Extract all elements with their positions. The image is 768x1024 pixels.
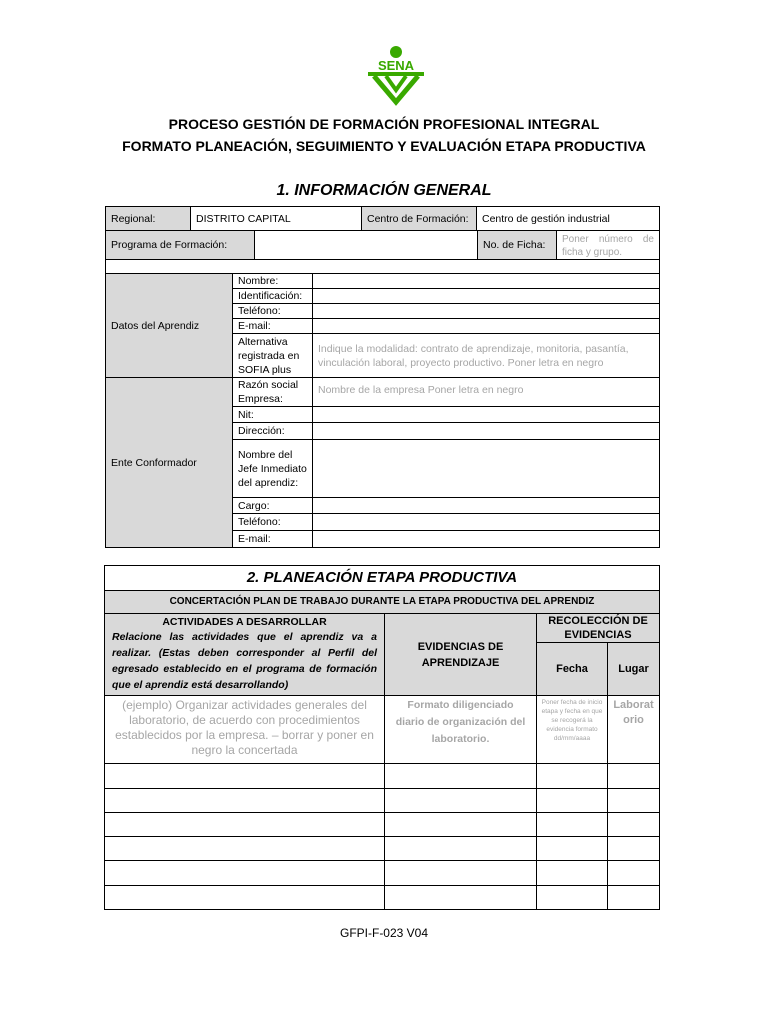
conformador-cargo-field[interactable]	[312, 497, 660, 514]
row-4-fecha[interactable]	[536, 836, 608, 861]
row-2-evidencia[interactable]	[384, 788, 537, 813]
example-lugar[interactable]: Laboratorio	[607, 695, 660, 764]
ficha-value[interactable]: Poner número de ficha y grupo.	[556, 230, 660, 260]
centro-label: Centro de Formación:	[361, 206, 477, 231]
section-2-subtitle: CONCERTACIÓN PLAN DE TRABAJO DURANTE LA ETAPA PRODUCTIVA DEL APRENDIZ	[104, 590, 660, 614]
row-5-evidencia[interactable]	[384, 860, 537, 886]
row-6-lugar[interactable]	[607, 885, 660, 910]
conformador-email-label: E-mail:	[232, 530, 313, 548]
centro-value[interactable]: Centro de gestión industrial	[476, 206, 660, 231]
row-1-fecha[interactable]	[536, 763, 608, 789]
row-1-actividad[interactable]	[104, 763, 385, 789]
row-4-evidencia[interactable]	[384, 836, 537, 861]
footer-code: GFPI-F-023 V04	[339, 926, 429, 940]
conformador-razon-field[interactable]: Nombre de la empresa Poner letra en negro	[312, 377, 660, 407]
conformador-group-label: Ente Conformador	[105, 377, 233, 548]
row-4-actividad[interactable]	[104, 836, 385, 861]
aprendiz-group-label: Datos del Aprendiz	[105, 273, 233, 378]
actividades-description: Relacione las actividades que el aprendiz va a realizar. (Estas deben corresponder al Perfil del egresado establecido en el programa de formación que el aprendiz está desarrollando)	[112, 631, 377, 691]
fecha-header: Fecha	[536, 642, 608, 696]
ficha-label: No. de Ficha:	[477, 230, 557, 260]
regional-label: Regional:	[105, 206, 191, 231]
conformador-nit-field[interactable]	[312, 406, 660, 423]
row-3-actividad[interactable]	[104, 812, 385, 837]
evidencias-header: EVIDENCIAS DE APRENDIZAJE	[384, 613, 537, 696]
row-2-lugar[interactable]	[607, 788, 660, 813]
row-5-actividad[interactable]	[104, 860, 385, 886]
example-actividad[interactable]: (ejemplo) Organizar actividades generales del laboratorio, de acuerdo con procedimientos establecidos por la empresa. – borrar y poner en negro la concertada	[104, 695, 385, 764]
aprendiz-nombre-field[interactable]	[312, 273, 660, 289]
aprendiz-alternativa-label: Alternativa registrada en SOFIA plus	[232, 333, 313, 378]
aprendiz-identificacion-label: Identificación:	[232, 288, 313, 304]
example-fecha[interactable]: Poner fecha de inicio etapa y fecha en que se recogerá la evidencia formato dd/mm/aaaa	[536, 695, 608, 764]
row-3-fecha[interactable]	[536, 812, 608, 837]
row-3-lugar[interactable]	[607, 812, 660, 837]
conformador-telefono-label: Teléfono:	[232, 513, 313, 531]
conformador-email-field[interactable]	[312, 530, 660, 548]
row-6-fecha[interactable]	[536, 885, 608, 910]
recoleccion-header: RECOLECCIÓN DE EVIDENCIAS	[536, 613, 660, 643]
row-1-lugar[interactable]	[607, 763, 660, 789]
aprendiz-telefono-field[interactable]	[312, 303, 660, 319]
spacer-row	[105, 259, 660, 274]
actividades-title: ACTIVIDADES A DESARROLLAR	[162, 616, 327, 628]
section-1-title: 1. INFORMACIÓN GENERAL	[276, 182, 492, 199]
row-5-fecha[interactable]	[536, 860, 608, 886]
row-4-lugar[interactable]	[607, 836, 660, 861]
header-line-2: FORMATO PLANEACIÓN, SEGUIMIENTO Y EVALUACIÓN ETAPA PRODUCTIVA	[122, 138, 646, 154]
conformador-direccion-label: Dirección:	[232, 422, 313, 440]
regional-value[interactable]: DISTRITO CAPITAL	[190, 206, 362, 231]
row-6-evidencia[interactable]	[384, 885, 537, 910]
row-2-actividad[interactable]	[104, 788, 385, 813]
row-2-fecha[interactable]	[536, 788, 608, 813]
programa-value[interactable]	[254, 230, 478, 260]
conformador-nit-label: Nit:	[232, 406, 313, 423]
logo-text: SENA	[377, 58, 415, 73]
aprendiz-identificacion-field[interactable]	[312, 288, 660, 304]
aprendiz-nombre-label: Nombre:	[232, 273, 313, 289]
row-3-evidencia[interactable]	[384, 812, 537, 837]
aprendiz-alternativa-field[interactable]: Indique la modalidad: contrato de aprendizaje, monitoria, pasantía, vinculación laboral, proyecto productivo. Poner letra en negro	[312, 333, 660, 378]
programa-label: Programa de Formación:	[105, 230, 255, 260]
section-2-title: 2. PLANEACIÓN ETAPA PRODUCTIVA	[104, 565, 660, 591]
sena-logo	[364, 44, 428, 106]
row-6-actividad[interactable]	[104, 885, 385, 910]
aprendiz-email-label: E-mail:	[232, 318, 313, 334]
conformador-jefe-label: Nombre del Jefe Inmediato del aprendiz:	[232, 439, 313, 498]
actividades-header	[104, 613, 385, 696]
row-1-evidencia[interactable]	[384, 763, 537, 789]
conformador-jefe-field[interactable]	[312, 439, 660, 498]
conformador-razon-label: Razón social Empresa:	[232, 377, 313, 407]
header-line-1: PROCESO GESTIÓN DE FORMACIÓN PROFESIONAL INTEGRAL	[168, 116, 600, 132]
example-evidencia[interactable]: Formato diligenciado diario de organización del laboratorio.	[384, 695, 537, 764]
lugar-header: Lugar	[607, 642, 660, 696]
conformador-telefono-field[interactable]	[312, 513, 660, 531]
aprendiz-telefono-label: Teléfono:	[232, 303, 313, 319]
row-5-lugar[interactable]	[607, 860, 660, 886]
aprendiz-email-field[interactable]	[312, 318, 660, 334]
conformador-direccion-field[interactable]	[312, 422, 660, 440]
conformador-cargo-label: Cargo:	[232, 497, 313, 514]
